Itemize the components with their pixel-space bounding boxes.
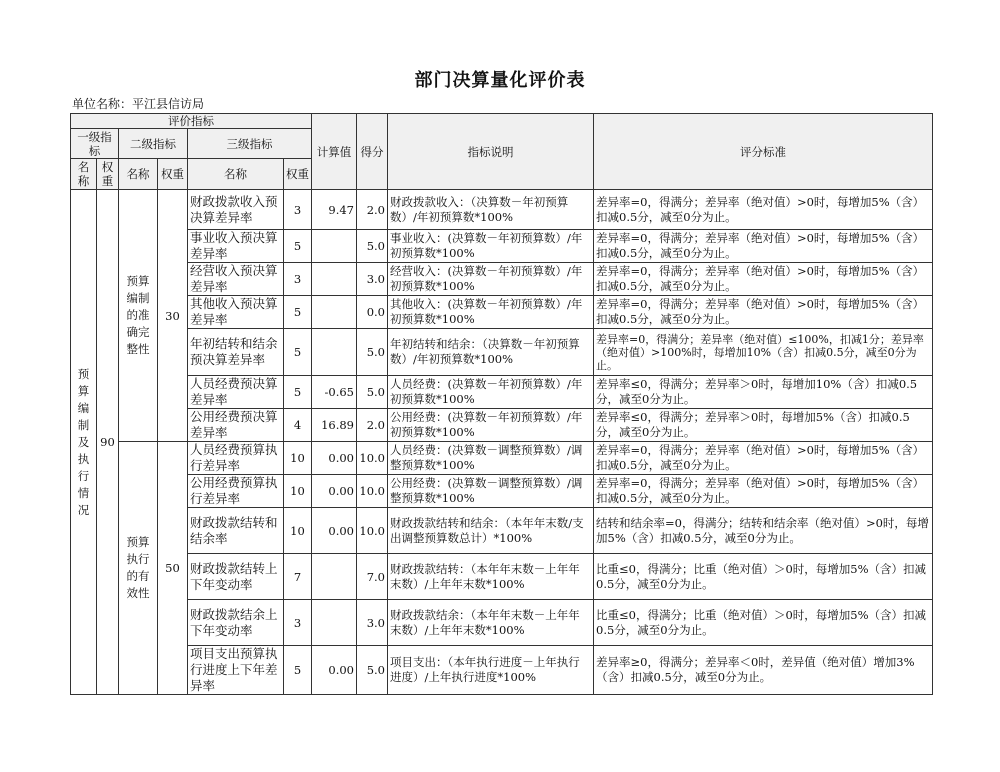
table-row: [71, 554, 933, 600]
calc-value: -0.65: [312, 376, 357, 409]
scoring-standard: 结转和结余率=0，得满分；结转和结余率（绝对值）>0时，每增加5%（含）扣减0.5分，减至0分为止。: [594, 508, 933, 554]
header-level3-weight: 权重: [284, 159, 312, 190]
score-value: 7.0: [357, 554, 388, 600]
calc-value: [312, 296, 357, 329]
group-name: 预算执行的有效性: [119, 442, 158, 695]
score-value: 2.0: [357, 409, 388, 442]
table-row: [71, 409, 933, 442]
calc-value: 0.00: [312, 475, 357, 508]
header-scoring-standard: 评分标准: [594, 114, 933, 190]
indicator-weight: 3: [284, 600, 312, 646]
indicator-desc: 其他收入：(决算数－年初预算数）/年初预算数*100%: [388, 296, 594, 329]
group-name: 预算编制的准确完整性: [119, 190, 158, 442]
evaluation-table: [70, 113, 933, 695]
score-value: 10.0: [357, 442, 388, 475]
group-weight: 30: [158, 190, 188, 442]
indicator-name: 经营收入预决算差异率: [188, 263, 284, 296]
table-row: [71, 329, 933, 376]
scoring-standard: 比重≤0，得满分；比重（绝对值）＞0时，每增加5%（含）扣减0.5分，减至0分为止。: [594, 554, 933, 600]
indicator-name: 财政拨款结转和结余率: [188, 508, 284, 554]
calc-value: [312, 263, 357, 296]
scoring-standard: 差异率=0，得满分；差异率（绝对值）>0时，每增加5%（含）扣减0.5分，减至0分为止。: [594, 230, 933, 263]
indicator-weight: 5: [284, 646, 312, 695]
header-level2: 二级指标: [119, 129, 188, 159]
indicator-name: 项目支出预算执行进度上下年差异率: [188, 646, 284, 695]
indicator-name: 其他收入预决算差异率: [188, 296, 284, 329]
indicator-weight: 10: [284, 442, 312, 475]
calc-value: 0.00: [312, 442, 357, 475]
header-eval-indicator: 评价指标: [71, 114, 312, 129]
scoring-standard: 比重≤0，得满分；比重（绝对值）＞0时，每增加5%（含）扣减0.5分，减至0分为止。: [594, 600, 933, 646]
table-row: [71, 442, 933, 475]
scoring-standard: 差异率=0，得满分；差异率（绝对值）>0时，每增加5%（含）扣减0.5分，减至0分为止。: [594, 475, 933, 508]
calc-value: [312, 554, 357, 600]
indicator-weight: 3: [284, 263, 312, 296]
calc-value: 0.00: [312, 646, 357, 695]
score-value: 3.0: [357, 263, 388, 296]
indicator-desc: 财政拨款结余：（本年年末数－上年年末数）/上年年末数*100%: [388, 600, 594, 646]
score-value: 3.0: [357, 600, 388, 646]
header-indicator-desc: 指标说明: [388, 114, 594, 190]
indicator-weight: 5: [284, 230, 312, 263]
indicator-desc: 财政拨款结转和结余：（本年年末数/支出调整预算数总计）*100%: [388, 508, 594, 554]
header-level2-name: 名称: [119, 159, 158, 190]
indicator-name: 财政拨款结余上下年变动率: [188, 600, 284, 646]
header-level1-weight: 权重: [97, 159, 119, 190]
table-row: [71, 230, 933, 263]
indicator-desc: 财政拨款收入：（决算数－年初预算数）/年初预算数*100%: [388, 190, 594, 230]
indicator-desc: 人员经费：(决算数－调整预算数）/调整预算数*100%: [388, 442, 594, 475]
indicator-desc: 人员经费：(决算数－年初预算数）/年初预算数*100%: [388, 376, 594, 409]
indicator-weight: 10: [284, 508, 312, 554]
indicator-weight: 10: [284, 475, 312, 508]
score-value: 5.0: [357, 329, 388, 376]
score-value: 10.0: [357, 475, 388, 508]
level1-name: 预算编制及执行情况: [71, 190, 97, 695]
table-row: [71, 190, 933, 230]
indicator-name: 财政拨款结转上下年变动率: [188, 554, 284, 600]
indicator-name: 公用经费预决算差异率: [188, 409, 284, 442]
indicator-name: 人员经费预算执行差异率: [188, 442, 284, 475]
scoring-standard: 差异率=0，得满分；差异率（绝对值）>0时，每增加5%（含）扣减0.5分，减至0分为止。: [594, 190, 933, 230]
scoring-standard: 差异率=0，得满分；差异率（绝对值）≤100%，扣减1分；差异率（绝对值）>100%时，每增加10%（含）扣减0.5分，减至0分为止。: [594, 329, 933, 376]
table-row: [71, 296, 933, 329]
score-value: 5.0: [357, 230, 388, 263]
indicator-desc: 年初结转和结余：（决算数－年初预算数）/年初预算数*100%: [388, 329, 594, 376]
indicator-weight: 5: [284, 376, 312, 409]
table-row: [71, 600, 933, 646]
scoring-standard: 差异率=0，得满分；差异率（绝对值）>0时，每增加5%（含）扣减0.5分，减至0分为止。: [594, 296, 933, 329]
header-calc-value: 计算值: [312, 114, 357, 190]
score-value: 5.0: [357, 376, 388, 409]
header-level1-name: 名称: [71, 159, 97, 190]
indicator-desc: 公用经费：(决算数－年初预算数）/年初预算数*100%: [388, 409, 594, 442]
scoring-standard: 差异率=0，得满分；差异率（绝对值）>0时，每增加5%（含）扣减0.5分，减至0分为止。: [594, 442, 933, 475]
indicator-name: 公用经费预算执行差异率: [188, 475, 284, 508]
unit-label: 单位名称：平江县信访局: [72, 97, 205, 111]
calc-value: [312, 329, 357, 376]
indicator-desc: 财政拨款结转：（本年年末数－上年年末数）/上年年末数*100%: [388, 554, 594, 600]
score-value: 0.0: [357, 296, 388, 329]
indicator-name: 人员经费预决算差异率: [188, 376, 284, 409]
scoring-standard: 差异率≤0，得满分；差异率＞0时，每增加10%（含）扣减0.5分，减至0分为止。: [594, 376, 933, 409]
indicator-weight: 4: [284, 409, 312, 442]
header-level1: 一级指标: [71, 129, 119, 159]
table-row: [71, 646, 933, 695]
indicator-weight: 5: [284, 329, 312, 376]
calc-value: [312, 600, 357, 646]
indicator-name: 年初结转和结余预决算差异率: [188, 329, 284, 376]
indicator-desc: 经营收入：(决算数－年初预算数）/年初预算数*100%: [388, 263, 594, 296]
level1-weight: 90: [97, 190, 119, 695]
indicator-name: 财政拨款收入预决算差异率: [188, 190, 284, 230]
score-value: 10.0: [357, 508, 388, 554]
indicator-name: 事业收入预决算差异率: [188, 230, 284, 263]
header-level3-name: 名称: [188, 159, 284, 190]
header-score: 得分: [357, 114, 388, 190]
table-row: [71, 263, 933, 296]
score-value: 5.0: [357, 646, 388, 695]
scoring-standard: 差异率≥0，得满分；差异率＜0时，差异值（绝对值）增加3%（含）扣减0.5分，减至0分为止。: [594, 646, 933, 695]
calc-value: [312, 230, 357, 263]
scoring-standard: 差异率≤0，得满分；差异率＞0时，每增加5%（含）扣减0.5分，减至0分为止。: [594, 409, 933, 442]
indicator-weight: 7: [284, 554, 312, 600]
indicator-desc: 公用经费：(决算数－调整预算数）/调整预算数*100%: [388, 475, 594, 508]
table-row: [71, 508, 933, 554]
group-weight: 50: [158, 442, 188, 695]
indicator-weight: 5: [284, 296, 312, 329]
indicator-desc: 项目支出：（本年执行进度－上年执行进度）/上年执行进度*100%: [388, 646, 594, 695]
calc-value: 9.47: [312, 190, 357, 230]
score-value: 2.0: [357, 190, 388, 230]
scoring-standard: 差异率=0，得满分；差异率（绝对值）>0时，每增加5%（含）扣减0.5分，减至0分为止。: [594, 263, 933, 296]
indicator-desc: 事业收入：(决算数－年初预算数）/年初预算数*100%: [388, 230, 594, 263]
page-title: 部门决算量化评价表: [414, 70, 586, 91]
header-row-1: [71, 114, 933, 129]
indicator-weight: 3: [284, 190, 312, 230]
table-row: [71, 376, 933, 409]
calc-value: 0.00: [312, 508, 357, 554]
header-level3: 三级指标: [188, 129, 312, 159]
header-level2-weight: 权重: [158, 159, 188, 190]
calc-value: 16.89: [312, 409, 357, 442]
table-row: [71, 475, 933, 508]
